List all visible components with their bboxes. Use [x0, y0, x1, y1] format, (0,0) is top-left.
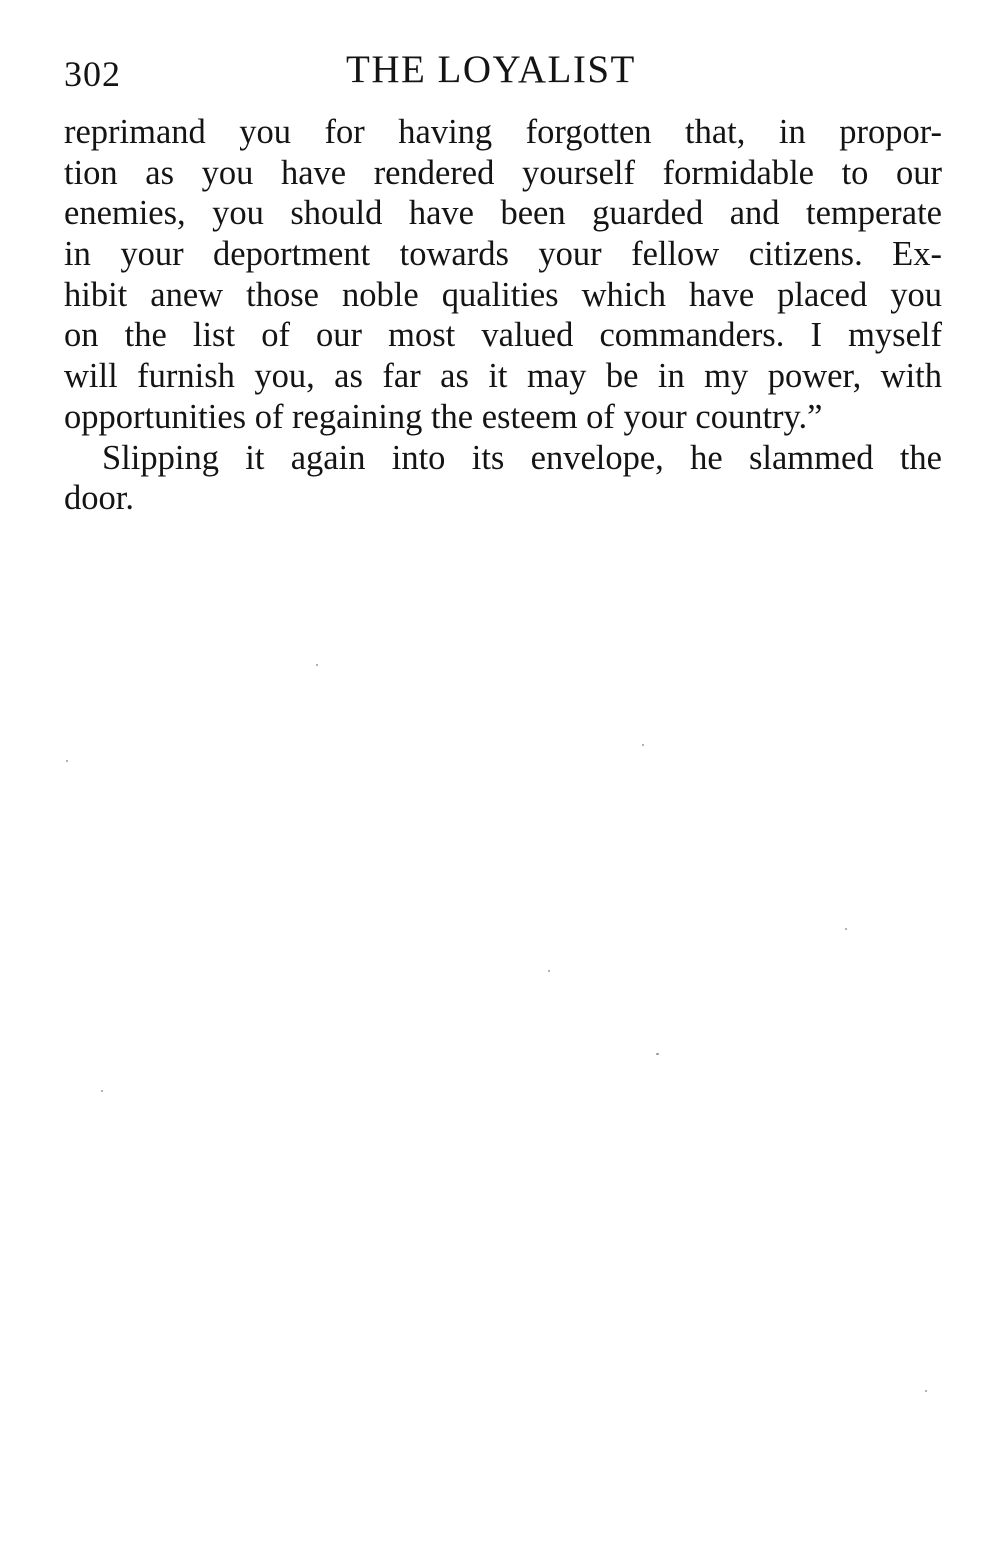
scan-speck: [66, 760, 68, 762]
paragraph-first-line: Slipping it again into its envelope, he slammed the: [102, 438, 942, 477]
text-line: in your deportment towards your fellow citizens. Ex-: [64, 235, 942, 274]
paragraph-last-line: door.: [64, 479, 134, 518]
page-header: [64, 48, 942, 98]
scan-speck: [925, 1390, 927, 1392]
text-line: opportunities of regaining the esteem of your country.”: [64, 397, 823, 436]
scan-speck: [642, 744, 644, 746]
scan-speck: [656, 1053, 659, 1055]
text-line: tion as you have rendered yourself formidable to our: [64, 153, 942, 192]
text-line: reprimand you for having forgotten that, in propor-: [64, 113, 942, 151]
body-text: [64, 112, 942, 519]
scan-speck: [316, 664, 318, 666]
text-line: enemies, you should have been guarded and temperate: [64, 194, 942, 233]
running-title: THE LOYALIST: [346, 48, 636, 91]
page-number: 302: [64, 54, 121, 94]
text-line: on the list of our most valued commanders. I myself: [64, 316, 942, 355]
text-line: will furnish you, as far as it may be in my power, with: [64, 357, 942, 396]
scan-speck: [101, 1090, 103, 1092]
scan-speck: [845, 928, 847, 930]
scan-speck: [548, 970, 550, 972]
text-line: hibit anew those noble qualities which have placed you: [64, 275, 942, 314]
